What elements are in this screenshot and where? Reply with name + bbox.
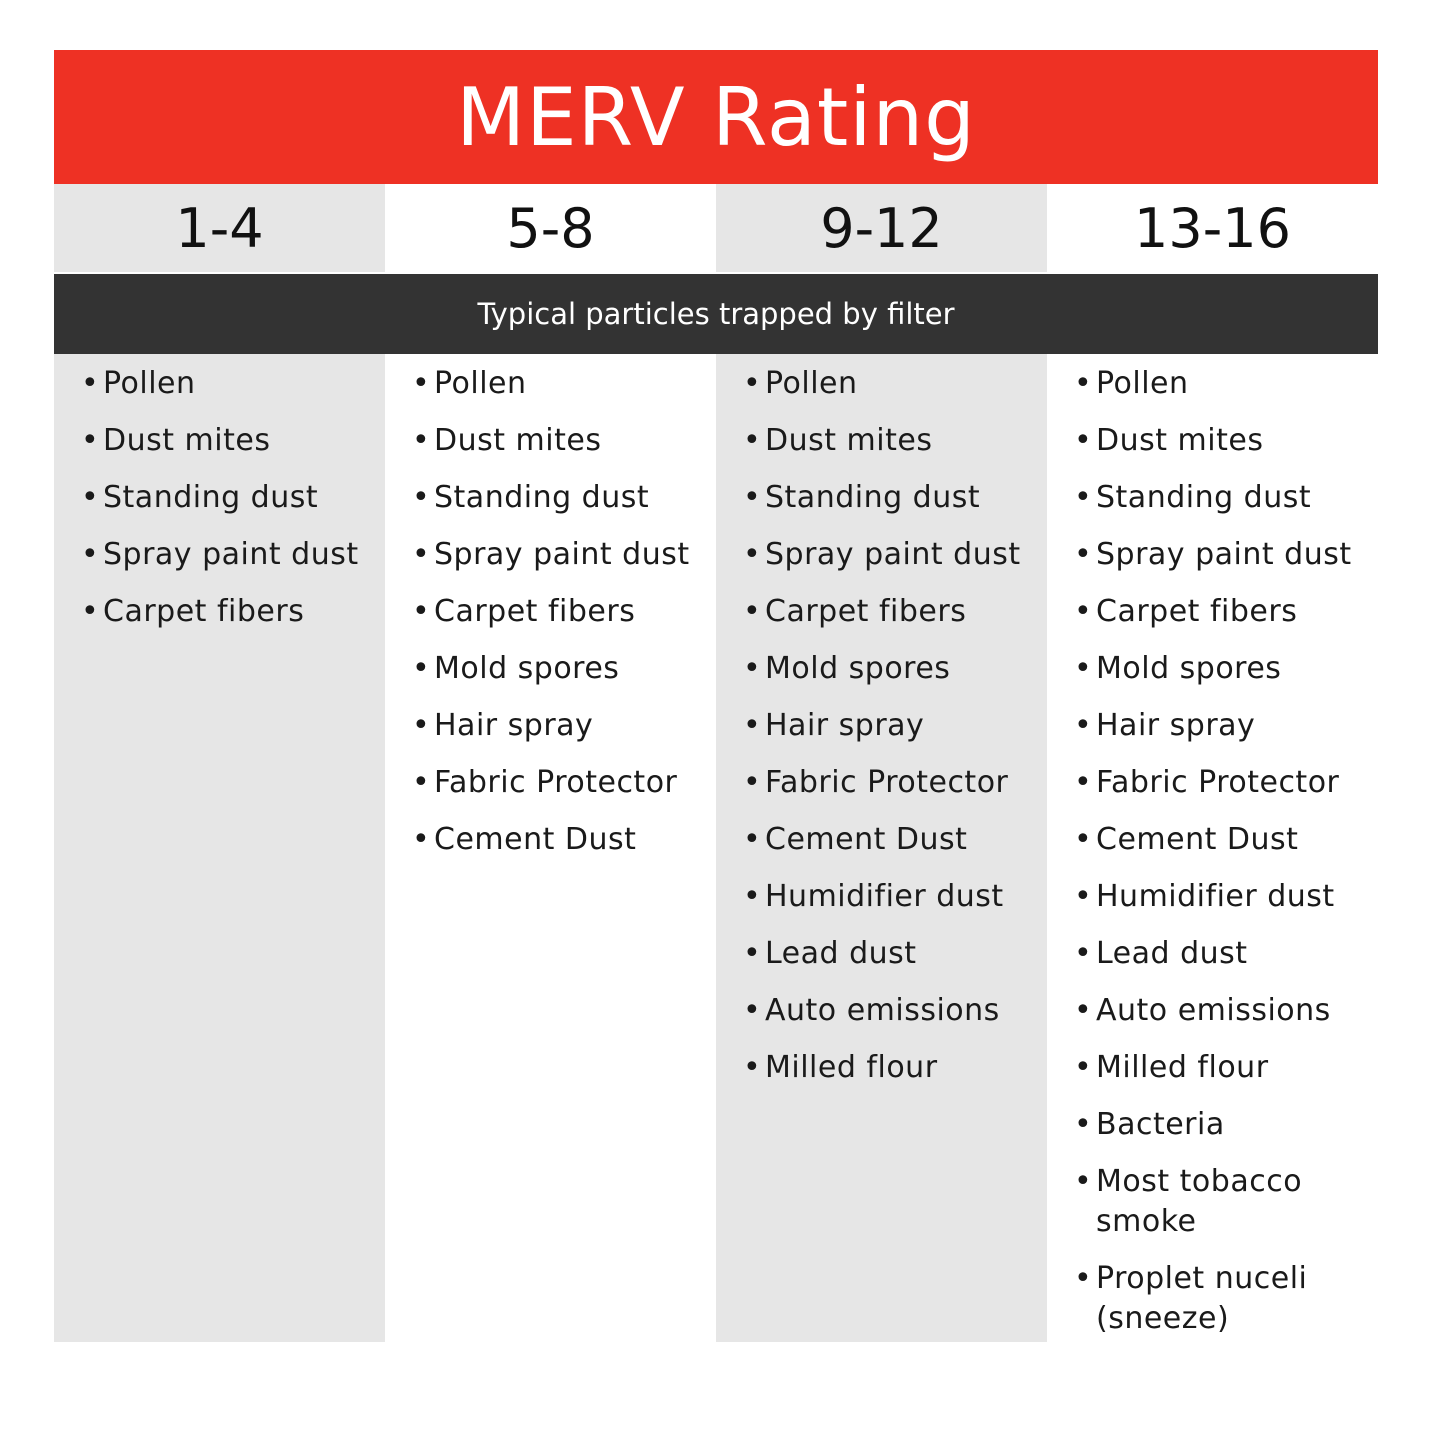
bullet-icon: • <box>1074 765 1093 800</box>
list-item <box>412 820 716 860</box>
bullet-icon: • <box>1074 936 1093 971</box>
list-item-text: Hair spray <box>434 708 594 743</box>
range-header-9-12: 9-12 <box>716 184 1047 272</box>
list-item-text: Spray paint dust <box>765 537 1021 572</box>
list-item-text: Standing dust <box>434 480 650 515</box>
list-item-text: Hair spray <box>1096 708 1256 743</box>
bullet-icon: • <box>412 708 431 743</box>
bullet-icon: • <box>743 651 762 686</box>
list-item-text: Dust mites <box>434 423 602 458</box>
bullet-icon: • <box>1074 1164 1093 1199</box>
bullet-icon: • <box>1074 1107 1093 1142</box>
list-item-text: Carpet fibers <box>765 594 967 629</box>
bullet-icon: • <box>743 708 762 743</box>
list-item <box>1074 1259 1378 1339</box>
list-item <box>1074 820 1378 860</box>
list-item <box>81 364 385 404</box>
particle-list <box>412 364 716 860</box>
list-item <box>1074 1105 1378 1145</box>
list-item <box>1074 706 1378 746</box>
list-item <box>81 592 385 632</box>
list-item-text: Fabric Protector <box>1096 765 1340 800</box>
bullet-icon: • <box>1074 651 1093 686</box>
list-item <box>1074 1048 1378 1088</box>
list-item-text: Mold spores <box>434 651 620 686</box>
column-9-12 <box>716 354 1047 1342</box>
list-item-text: Carpet fibers <box>1096 594 1298 629</box>
list-item-text: Carpet fibers <box>103 594 305 629</box>
list-item-text: Milled flour <box>1096 1050 1269 1085</box>
list-item-text: Humidifier dust <box>765 879 1004 914</box>
list-item <box>412 421 716 461</box>
bullet-icon: • <box>412 480 431 515</box>
list-item <box>412 763 716 803</box>
bullet-icon: • <box>81 366 100 401</box>
list-item <box>1074 478 1378 518</box>
list-item-text: Cement Dust <box>765 822 968 857</box>
list-item-text: Dust mites <box>765 423 933 458</box>
list-item-text: Lead dust <box>765 936 917 971</box>
bullet-icon: • <box>1074 708 1093 743</box>
bullet-icon: • <box>81 537 100 572</box>
list-item <box>743 991 1047 1031</box>
list-item-text: Standing dust <box>103 480 319 515</box>
list-item-text: Milled flour <box>765 1050 938 1085</box>
list-item-text: Hair spray <box>765 708 925 743</box>
list-item-text: Bacteria <box>1096 1107 1225 1142</box>
column-5-8 <box>385 354 716 1342</box>
list-item-text: Cement Dust <box>1096 822 1299 857</box>
list-item <box>743 877 1047 917</box>
list-item-text: Mold spores <box>765 651 951 686</box>
list-item <box>412 535 716 575</box>
list-item-text: Proplet nuceli (sneeze) <box>1096 1261 1308 1336</box>
particle-columns <box>54 354 1378 1342</box>
list-item-text: Spray paint dust <box>103 537 359 572</box>
bullet-icon: • <box>412 423 431 458</box>
list-item-text: Lead dust <box>1096 936 1248 971</box>
table-title: MERV Rating <box>456 70 976 164</box>
list-item <box>1074 421 1378 461</box>
list-item-text: Fabric Protector <box>765 765 1009 800</box>
bullet-icon: • <box>412 594 431 629</box>
title-bar <box>54 50 1378 184</box>
list-item <box>1074 763 1378 803</box>
particle-list <box>743 364 1047 1088</box>
bullet-icon: • <box>81 480 100 515</box>
bullet-icon: • <box>743 879 762 914</box>
rating-ranges-row <box>54 184 1378 272</box>
bullet-icon: • <box>412 651 431 686</box>
list-item <box>412 478 716 518</box>
bullet-icon: • <box>81 423 100 458</box>
list-item <box>1074 649 1378 689</box>
list-item-text: Auto emissions <box>1096 993 1331 1028</box>
list-item-text: Fabric Protector <box>434 765 678 800</box>
bullet-icon: • <box>743 480 762 515</box>
list-item-text: Auto emissions <box>765 993 1000 1028</box>
list-item <box>743 706 1047 746</box>
list-item <box>743 820 1047 860</box>
list-item <box>743 592 1047 632</box>
list-item-text: Cement Dust <box>434 822 637 857</box>
bullet-icon: • <box>743 822 762 857</box>
bullet-icon: • <box>1074 879 1093 914</box>
list-item <box>1074 364 1378 404</box>
bullet-icon: • <box>1074 1261 1093 1296</box>
particle-list <box>81 364 385 632</box>
particles-subheader <box>54 272 1378 354</box>
bullet-icon: • <box>743 1050 762 1085</box>
list-item-text: Standing dust <box>1096 480 1312 515</box>
bullet-icon: • <box>412 765 431 800</box>
bullet-icon: • <box>412 822 431 857</box>
list-item <box>81 478 385 518</box>
bullet-icon: • <box>1074 480 1093 515</box>
bullet-icon: • <box>1074 1050 1093 1085</box>
list-item-text: Spray paint dust <box>434 537 690 572</box>
list-item <box>743 364 1047 404</box>
list-item <box>1074 592 1378 632</box>
list-item <box>1074 934 1378 974</box>
bullet-icon: • <box>1074 993 1093 1028</box>
bullet-icon: • <box>743 423 762 458</box>
list-item-text: Carpet fibers <box>434 594 636 629</box>
range-header-13-16: 13-16 <box>1047 184 1378 272</box>
range-header-1-4: 1-4 <box>54 184 385 272</box>
list-item-text: Humidifier dust <box>1096 879 1335 914</box>
list-item-text: Dust mites <box>1096 423 1264 458</box>
list-item <box>743 1048 1047 1088</box>
bullet-icon: • <box>412 366 431 401</box>
column-1-4 <box>54 354 385 1342</box>
list-item-text: Pollen <box>1096 366 1189 401</box>
list-item-text: Most tobacco smoke <box>1096 1164 1303 1239</box>
list-item <box>81 535 385 575</box>
list-item-text: Spray paint dust <box>1096 537 1352 572</box>
subheader-text: Typical particles trapped by filter <box>477 297 955 331</box>
bullet-icon: • <box>1074 594 1093 629</box>
list-item-text: Pollen <box>765 366 858 401</box>
list-item <box>412 706 716 746</box>
bullet-icon: • <box>81 594 100 629</box>
list-item <box>1074 991 1378 1031</box>
bullet-icon: • <box>412 537 431 572</box>
list-item <box>412 649 716 689</box>
list-item-text: Pollen <box>103 366 196 401</box>
bullet-icon: • <box>1074 822 1093 857</box>
bullet-icon: • <box>1074 366 1093 401</box>
list-item-text: Dust mites <box>103 423 271 458</box>
bullet-icon: • <box>743 765 762 800</box>
bullet-icon: • <box>743 366 762 401</box>
list-item <box>743 421 1047 461</box>
bullet-icon: • <box>743 993 762 1028</box>
list-item <box>743 649 1047 689</box>
column-13-16 <box>1047 354 1378 1342</box>
list-item-text: Mold spores <box>1096 651 1282 686</box>
list-item-text: Pollen <box>434 366 527 401</box>
list-item <box>743 535 1047 575</box>
list-item <box>412 364 716 404</box>
list-item <box>1074 1162 1378 1242</box>
list-item <box>743 763 1047 803</box>
list-item <box>743 478 1047 518</box>
bullet-icon: • <box>743 594 762 629</box>
list-item <box>743 934 1047 974</box>
list-item <box>81 421 385 461</box>
range-header-5-8: 5-8 <box>385 184 716 272</box>
bullet-icon: • <box>1074 537 1093 572</box>
merv-rating-table <box>54 50 1378 1342</box>
bullet-icon: • <box>743 537 762 572</box>
bullet-icon: • <box>743 936 762 971</box>
bullet-icon: • <box>1074 423 1093 458</box>
list-item-text: Standing dust <box>765 480 981 515</box>
list-item <box>412 592 716 632</box>
list-item <box>1074 535 1378 575</box>
particle-list <box>1074 364 1378 1339</box>
list-item <box>1074 877 1378 917</box>
